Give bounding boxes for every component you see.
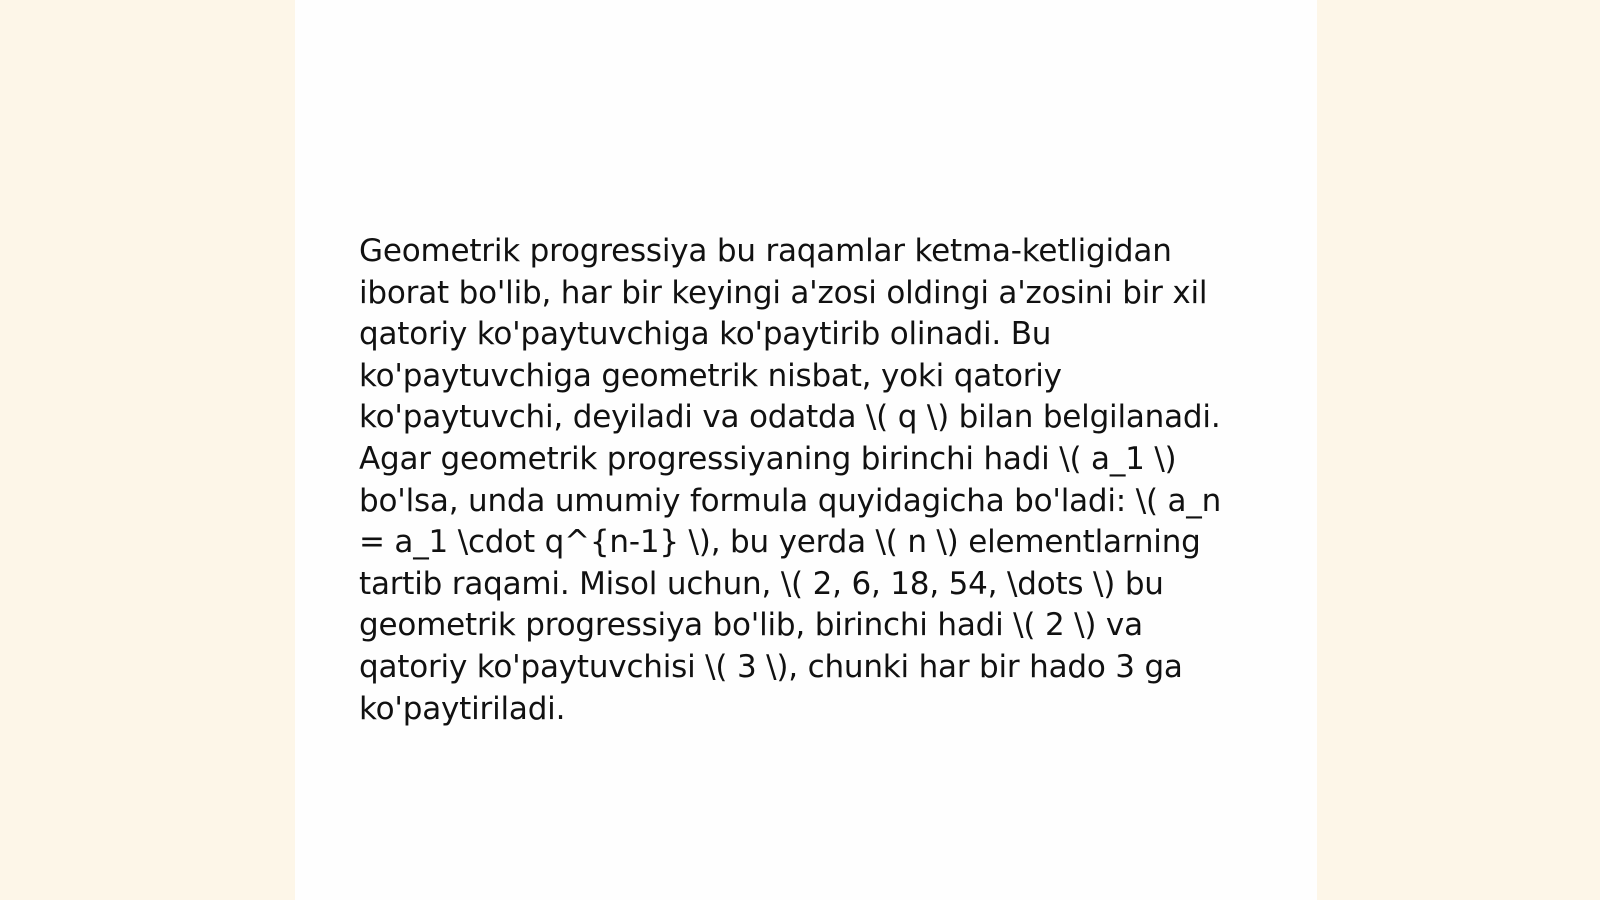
document-page — [295, 0, 1317, 900]
document-paragraph: Geometrik progressiya bu raqamlar ketma-ketligidan iborat bo'lib, har bir keyingi a'zosi oldingi a'zosini bir xil qatoriy ko'paytuvchiga ko'paytirib olinadi. Bu ko'paytuvchiga geometrik nisbat, yoki qatoriy ko'paytuvchi, deyiladi va odatda \( q \) bilan belgilanadi. Agar geometrik progressiyaning birinchi hadi \( a_1 \) bo'lsa, unda umumiy formula quyidagicha bo'ladi: \( a_n = a_1 \cdot q^{n-1} \), bu yerda \( n \) elementlarning tartib raqami. Misol uchun, \( 2, 6, 18, 54, \dots \) bu geometrik progressiya bo'lib, birinchi hadi \( 2 \) va qatoriy ko'paytuvchisi \( 3 \), chunki har bir hado 3 ga ko'paytiriladi. — [359, 233, 1222, 727]
